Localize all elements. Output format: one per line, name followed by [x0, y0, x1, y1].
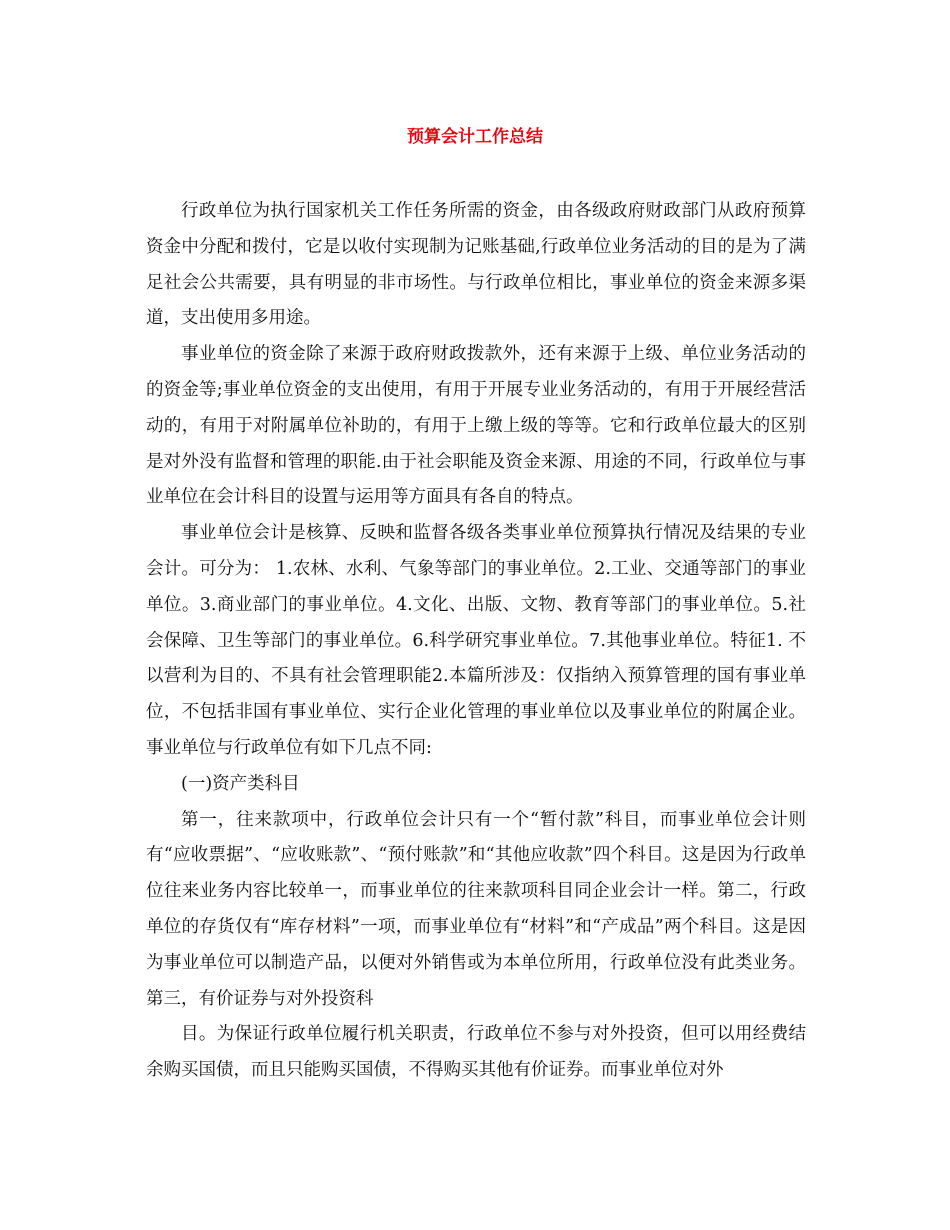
paragraph: 第一，往来款项中，行政单位会计只有一个“暂付款”科目，而事业单位会计则有“应收票据”、“应收账款”、“预付账款”和“其他应收款”四个科目。这是因为行政单位往来业务内容比较单一，而事业单位的往来款项科目同企业会计一样。第二，行政单位的存货仅有“库存材料”一项，而事业单位有“材料”和“产成品”两个科目。这是因为事业单位可以制造产品，以便对外销售或为本单位所用，行政单位没有此类业务。第三，有价证券与对外投资科	[146, 809, 806, 1009]
paragraph: 目。为保证行政单位履行机关职责，行政单位不参与对外投资，但可以用经费结余购买国债，而且只能购买国债，不得购买其他有价证券。而事业单位对外	[146, 1024, 806, 1081]
section-heading: (一)资产类科目	[181, 773, 300, 794]
document-body	[146, 194, 806, 1089]
paragraph: 事业单位的资金除了来源于政府财政拨款外，还有来源于上级、单位业务活动的的资金等;事业单位资金的支出使用，有用于开展专业业务活动的，有用于开展经营活动的，有用于对附属单位补助的，有用于上缴上级的等等。它和行政单位最大的区别是对外没有监督和管理的职能.由于社会职能及资金来源、用途的不同，行政单位与事业单位在会计科目的设置与运用等方面具有各自的特点。	[146, 344, 806, 508]
paragraph: 事业单位会计是核算、反映和监督各级各类事业单位预算执行情况及结果的专业会计。可分为： 1.农林、水利、气象等部门的事业单位。2.工业、交通等部门的事业单位。3.商业部门的事业单位。4.文化、出版、文物、教育等部门的事业单位。5.社会保障、卫生等部门的事业单位。6.科学研究事业单位。7.其他事业单位。特征1. 不以营利为目的、不具有社会管理职能2.本篇所涉及：仅指纳入预算管理的国有事业单位，不包括非国有事业单位、实行企业化管理的事业单位以及事业单位的附属企业。 事业单位与行政单位有如下几点不同:	[146, 523, 806, 758]
paragraph: 行政单位为执行国家机关工作任务所需的资金，由各级政府财政部门从政府预算资金中分配和拨付，它是以收付实现制为记账基础,行政单位业务活动的目的是为了满足社会公共需要，具有明显的非市场性。与行政单位相比，事业单位的资金来源多渠道，支出使用多用途。	[146, 201, 806, 329]
document-title: 预算会计工作总结	[407, 127, 543, 147]
